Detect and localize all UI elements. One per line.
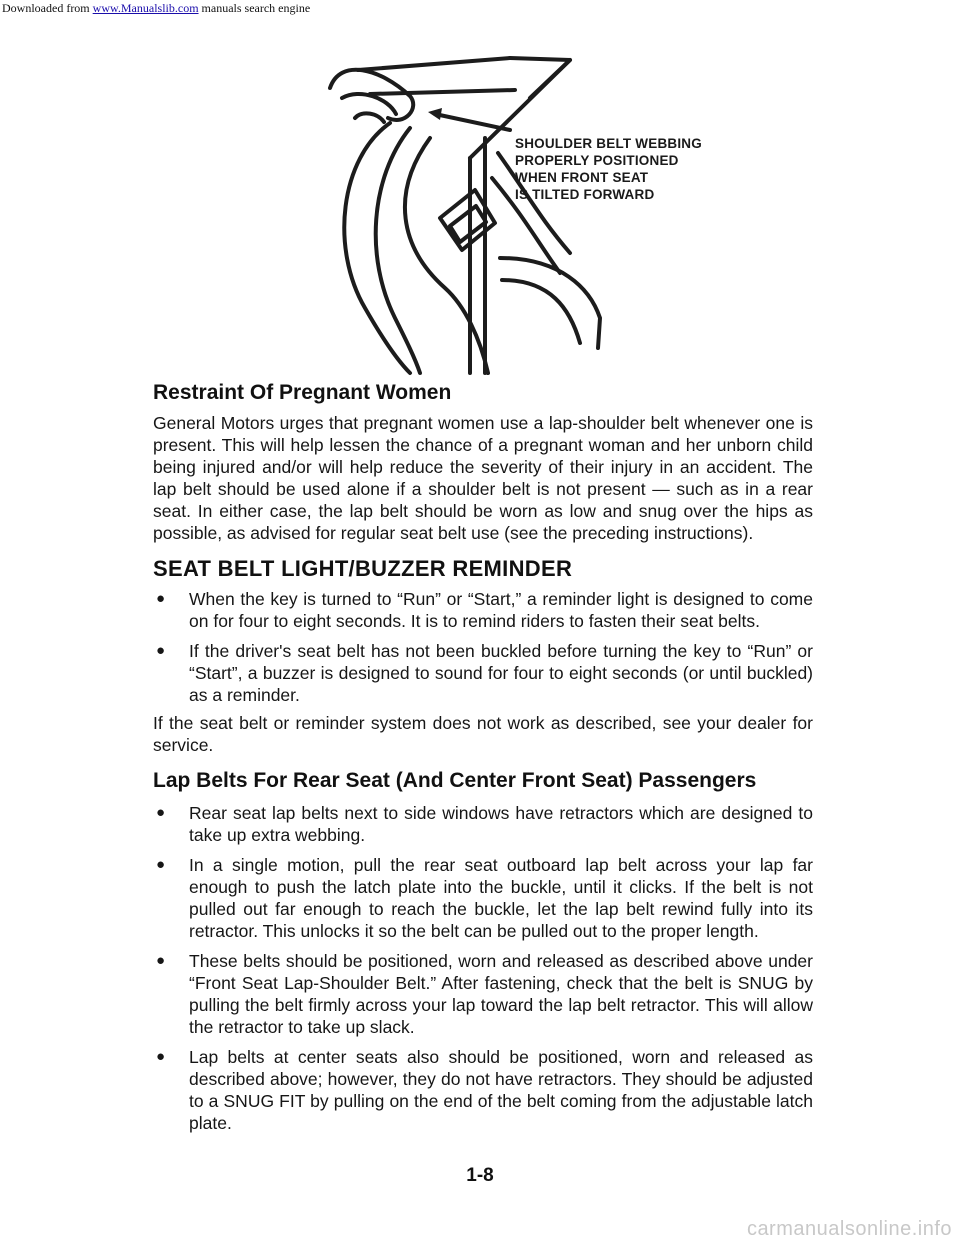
reminder-list bbox=[153, 588, 813, 706]
callout-line: WHEN FRONT SEAT bbox=[515, 170, 649, 185]
list-item-text: If the driver's seat belt has not been buckled before turning the key to “Run” or “Start”, a buzzer is designed to sound for four to eight seconds (or until buckled) as a reminder. bbox=[189, 641, 813, 705]
belt-position-callout bbox=[515, 135, 735, 203]
list-item-text: In a single motion, pull the rear seat outboard lap belt across your lap far enough to push the latch plate into the buckle, until it clicks. If the belt is not pulled out far enough to reach the buckle, let the lap belt rewind fully into its retractor. This unlocks it so the belt can be pulled out to the proper length. bbox=[189, 855, 813, 941]
download-source-bar bbox=[0, 0, 960, 16]
page-number: 1-8 bbox=[466, 1165, 494, 1186]
seat-belt-illustration bbox=[270, 18, 770, 378]
source-suffix: manuals search engine bbox=[201, 1, 311, 15]
bullet-icon: ● bbox=[156, 804, 166, 821]
source-prefix: Downloaded from bbox=[2, 1, 90, 15]
site-watermark: carmanualsonline.info bbox=[746, 1218, 952, 1240]
callout-line: SHOULDER BELT WEBBING bbox=[515, 136, 702, 151]
list-item bbox=[153, 588, 813, 632]
list-item bbox=[153, 802, 813, 846]
list-item-text: Rear seat lap belts next to side windows have retractors which are designed to take up extra webbing. bbox=[189, 803, 813, 845]
list-item-text: Lap belts at center seats also should be positioned, worn and released as described above; however, they do not have retractors. They should be adjusted to a SNUG FIT by pulling on the end of the belt coming from the adjustable latch plate. bbox=[189, 1047, 813, 1133]
seat-belt-reminder-heading: SEAT BELT LIGHT/BUZZER REMINDER bbox=[153, 556, 573, 581]
pregnant-women-heading: Restraint Of Pregnant Women bbox=[153, 381, 452, 404]
bullet-icon: ● bbox=[156, 952, 166, 969]
list-item-text: When the key is turned to “Run” or “Start,” a reminder light is designed to come on for four to eight seconds. It is to remind riders to fasten their seat belts. bbox=[189, 589, 813, 631]
lap-belts-list bbox=[153, 802, 813, 1134]
list-item-text: These belts should be positioned, worn and released as described above under “Front Seat Lap-Shoulder Belt.” After fastening, check that the belt is SNUG by pulling the belt firmly across your lap toward the lap belt retractor. This will allow the retractor to take up slack. bbox=[189, 951, 813, 1037]
lap-belts-heading: Lap Belts For Rear Seat (And Center Front Seat) Passengers bbox=[153, 769, 757, 792]
callout-line: IS TILTED FORWARD bbox=[515, 187, 655, 202]
list-item bbox=[153, 950, 813, 1038]
pregnant-women-paragraph: General Motors urges that pregnant women use a lap-shoulder belt whenever one is present. This will help lessen the chance of a pregnant woman and her unborn child being injured and/or will help reduce the severity of their injury in an accident. The lap belt should be used alone if a shoulder belt is not present — such as in a rear seat. In either case, the lap belt should be worn as low and snug over the hips as possible, as advised for regular seat belt use (see the preceding instructions). bbox=[153, 413, 813, 543]
bullet-icon: ● bbox=[156, 1048, 166, 1065]
list-item bbox=[153, 1046, 813, 1134]
callout-line: PROPERLY POSITIONED bbox=[515, 153, 679, 168]
list-item bbox=[153, 640, 813, 706]
bullet-icon: ● bbox=[156, 856, 166, 873]
reminder-service-note: If the seat belt or reminder system does not work as described, see your dealer for service. bbox=[153, 713, 813, 755]
manualslib-link[interactable]: www.Manualslib.com bbox=[92, 1, 199, 15]
manual-page-content bbox=[153, 380, 813, 1134]
bullet-icon: ● bbox=[156, 590, 166, 607]
bullet-icon: ● bbox=[156, 642, 166, 659]
list-item bbox=[153, 854, 813, 942]
